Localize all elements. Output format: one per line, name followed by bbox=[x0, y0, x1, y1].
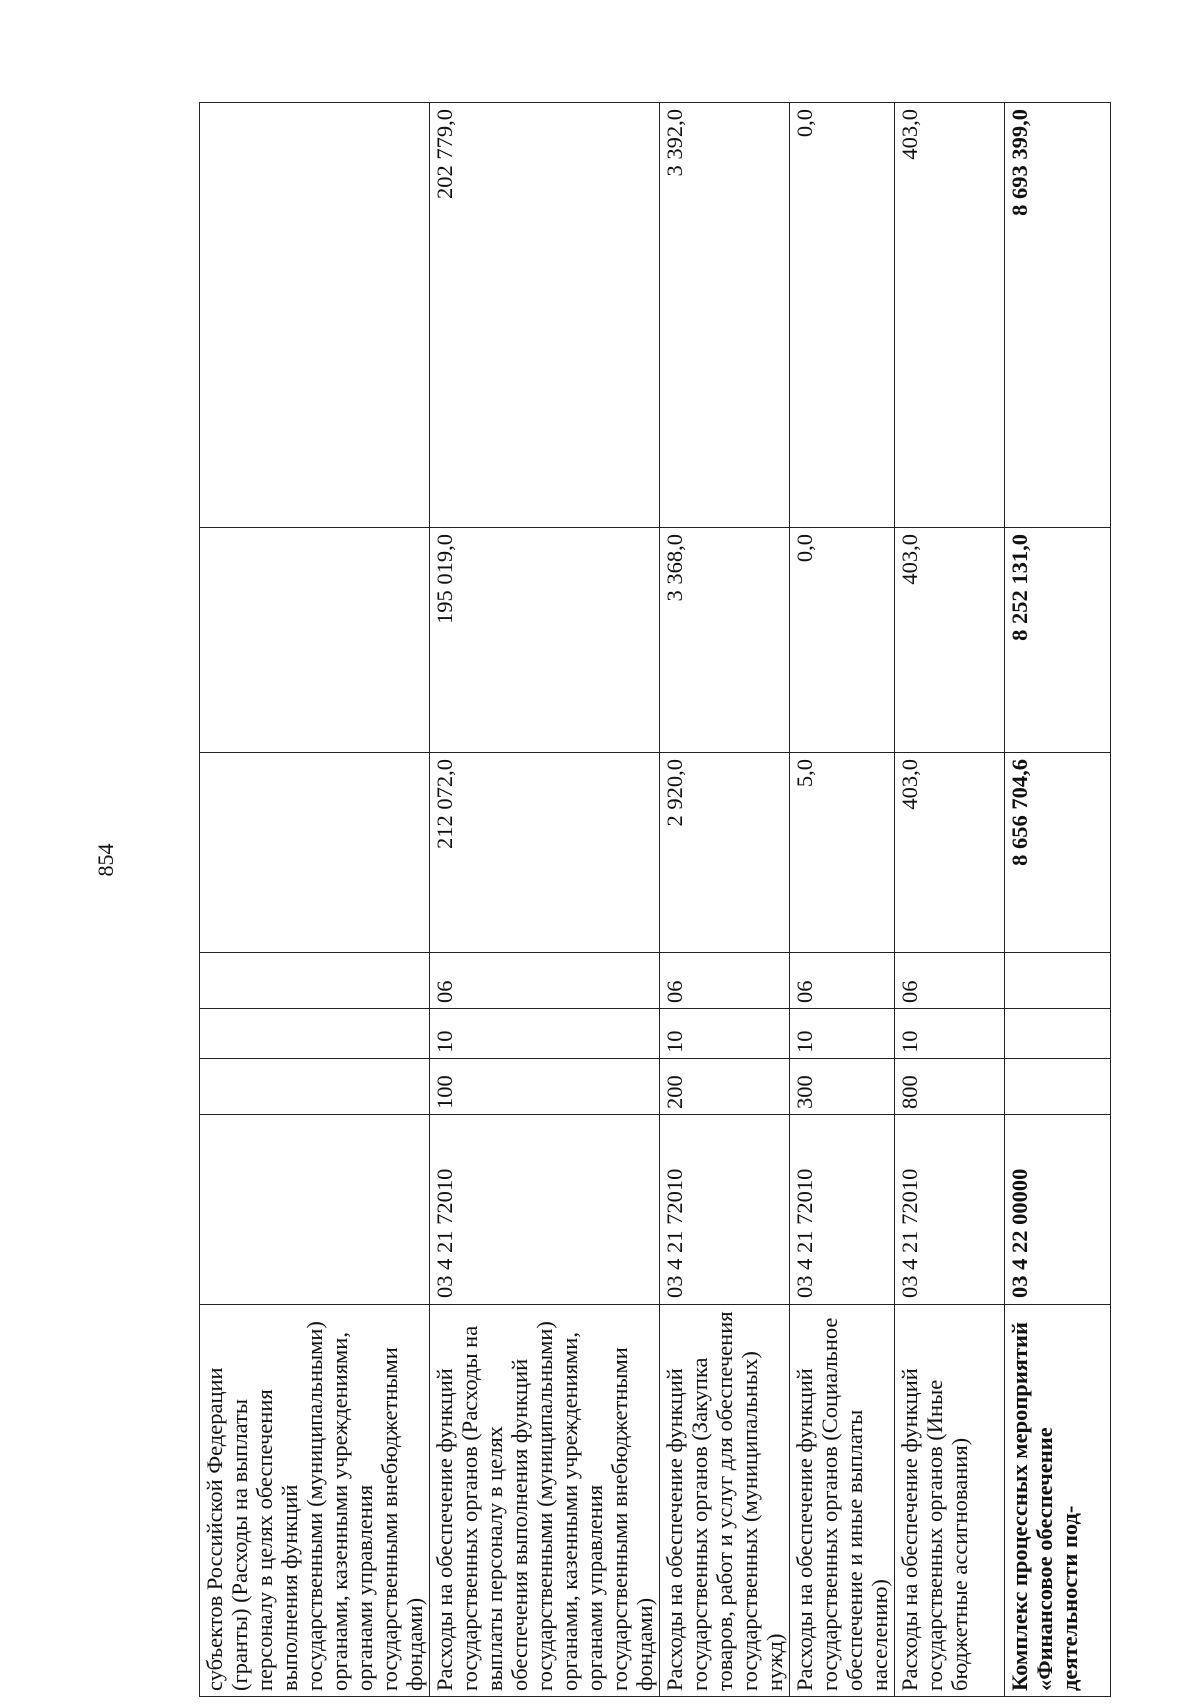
row-year2: 3 368,0 bbox=[660, 528, 790, 753]
row-year3 bbox=[200, 103, 430, 528]
row-code: 03 4 21 72010 bbox=[430, 1115, 660, 1305]
row-vr bbox=[1005, 1059, 1111, 1115]
row-description: Расходы на обеспечение функций государственных органов (Иные бюджетные ассигнования) bbox=[895, 1305, 1005, 1697]
row-code: 03 4 21 72010 bbox=[660, 1115, 790, 1305]
row-vr bbox=[200, 1059, 430, 1115]
row-year3: 403,0 bbox=[895, 103, 1005, 528]
budget-table bbox=[199, 102, 1111, 1697]
row-year1: 8 656 704,6 bbox=[1005, 753, 1111, 953]
row-description: Расходы на обеспечение функций государственных органов (Социальное обеспечение и иные выплаты населению) bbox=[790, 1305, 895, 1697]
row-vr: 100 bbox=[430, 1059, 660, 1115]
row-year2: 195 019,0 bbox=[430, 528, 660, 753]
row-description: Расходы на обеспечение функций государственных органов (Расходы на выплаты персоналу в целях обеспечения выполнения функций государственными (муниципальными) органами, казенными учреждениями, органами управления государственными внебюджетными фондами) bbox=[430, 1305, 660, 1697]
row-pr bbox=[200, 953, 430, 1009]
row-vr: 300 bbox=[790, 1059, 895, 1115]
row-code: 03 4 21 72010 bbox=[790, 1115, 895, 1305]
row-description: Комплекс процессных мероприятий «Финансовое обеспечение деятельности под- bbox=[1005, 1305, 1111, 1697]
row-rz bbox=[200, 1009, 430, 1059]
row-year2: 403,0 bbox=[895, 528, 1005, 753]
row-vr: 200 bbox=[660, 1059, 790, 1115]
row-rz: 10 bbox=[660, 1009, 790, 1059]
row-year3: 3 392,0 bbox=[660, 103, 790, 528]
row-code: 03 4 21 72010 bbox=[895, 1115, 1005, 1305]
budget-table-container bbox=[199, 103, 1085, 1697]
row-year3: 202 779,0 bbox=[430, 103, 660, 528]
table-row bbox=[430, 103, 660, 1697]
table-row bbox=[790, 103, 895, 1697]
table-row bbox=[895, 103, 1005, 1697]
row-code bbox=[200, 1115, 430, 1305]
row-rz: 10 bbox=[895, 1009, 1005, 1059]
table-row bbox=[1005, 103, 1111, 1697]
row-description: субъектов Российской Федерации (гранты) (Расходы на выплаты персоналу в целях обеспечения выполнения функций государственными (муниципальными) органами, казенными учреждениями, органами управления государственными внебюджетными фондами) bbox=[200, 1305, 430, 1697]
table-row bbox=[200, 103, 430, 1697]
row-code: 03 4 22 00000 bbox=[1005, 1115, 1111, 1305]
row-year1: 212 072,0 bbox=[430, 753, 660, 953]
row-description: Расходы на обеспечение функций государственных органов (Закупка товаров, работ и услуг для обеспечения государственных (муниципальных) нужд) bbox=[660, 1305, 790, 1697]
row-pr: 06 bbox=[660, 953, 790, 1009]
table-row bbox=[660, 103, 790, 1697]
row-vr: 800 bbox=[895, 1059, 1005, 1115]
row-year3: 8 693 399,0 bbox=[1005, 103, 1111, 528]
row-year2: 8 252 131,0 bbox=[1005, 528, 1111, 753]
row-pr: 06 bbox=[430, 953, 660, 1009]
page-number: 854 bbox=[93, 843, 118, 877]
row-pr bbox=[1005, 953, 1111, 1009]
row-year2 bbox=[200, 528, 430, 753]
row-year1: 5,0 bbox=[790, 753, 895, 953]
row-year2: 0,0 bbox=[790, 528, 895, 753]
row-pr: 06 bbox=[790, 953, 895, 1009]
row-year1: 403,0 bbox=[895, 753, 1005, 953]
row-rz: 10 bbox=[430, 1009, 660, 1059]
row-rz: 10 bbox=[790, 1009, 895, 1059]
row-year1: 2 920,0 bbox=[660, 753, 790, 953]
row-year3: 0,0 bbox=[790, 103, 895, 528]
row-rz bbox=[1005, 1009, 1111, 1059]
row-pr: 06 bbox=[895, 953, 1005, 1009]
row-year1 bbox=[200, 753, 430, 953]
